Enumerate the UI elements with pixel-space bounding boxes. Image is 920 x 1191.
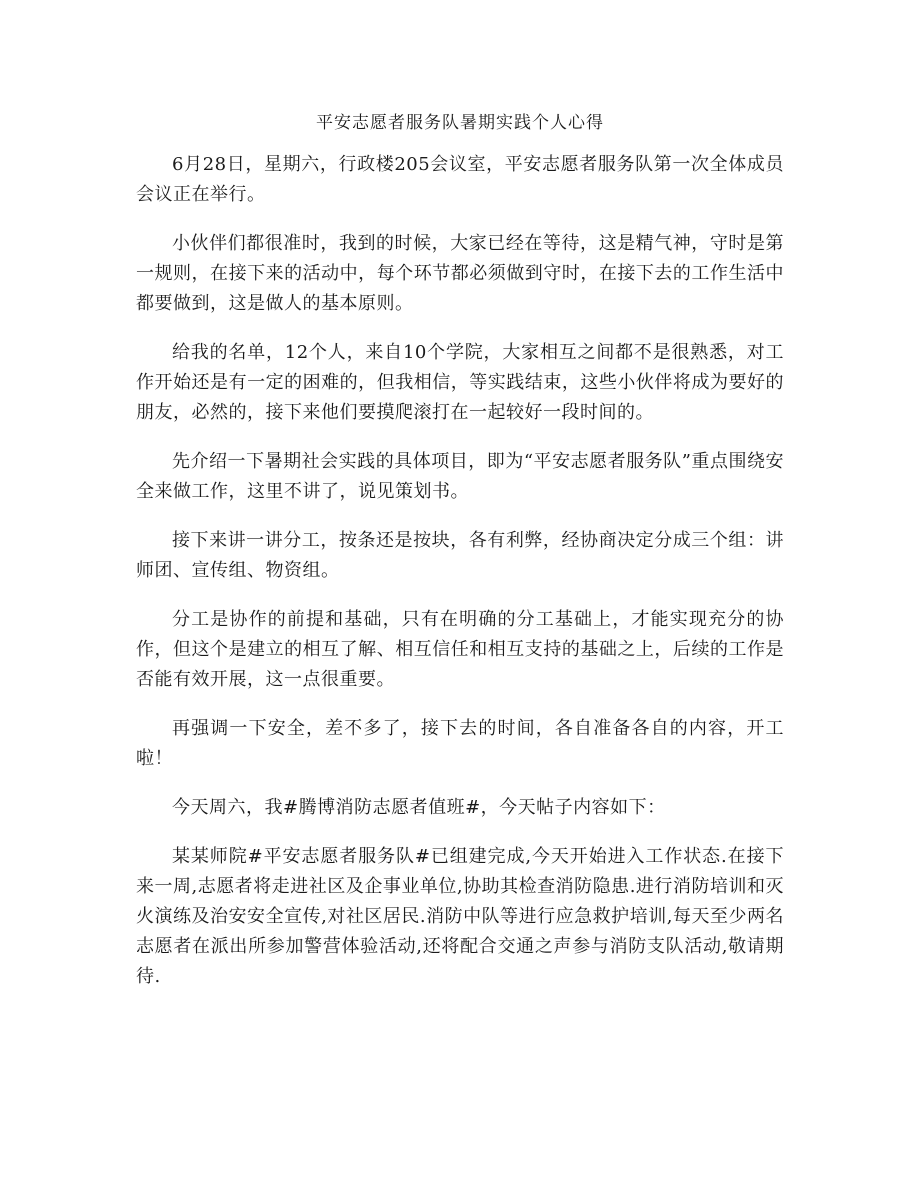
paragraph-meeting-intro: 6月28日，星期六，行政楼205会议室，平安志愿者服务队第一次全体成员会议正在举行。 [136, 154, 784, 205]
paragraph-project-intro: 先介绍一下暑期社会实践的具体项目，即为“平安志愿者服务队”重点围绕安全来做工作，这里不讲了，说见策划书。 [136, 451, 784, 502]
paragraph-team-list: 给我的名单，12个人，来自10个学院，大家相互之间都不是很熟悉，对工作开始还是有一定的困难的，但我相信，等实践结束，这些小伙伴将成为要好的朋友，必然的，接下来他们要摸爬滚打在一起较好一段时间的。 [136, 342, 784, 423]
paragraph-division-of-work: 接下来讲一讲分工，按条还是按块，各有利弊，经协商决定分成三个组：讲师团、宣传组、物资组。 [136, 530, 784, 581]
document-title: 平安志愿者服务队暑期实践个人心得 [316, 113, 604, 133]
paragraph-duty-post: 今天周六，我#腾博消防志愿者值班#，今天帖子内容如下： [172, 797, 666, 818]
document-body [136, 150, 784, 1011]
paragraph-punctuality: 小伙伴们都很准时，我到的时候，大家已经在等待，这是精气神，守时是第一规则，在接下来的活动中，每个环节都必须做到守时，在接下去的工作生活中都要做到，这是做人的基本原则。 [136, 233, 784, 314]
paragraph-safety: 再强调一下安全，差不多了，接下去的时间，各自准备各自的内容，开工啦！ [136, 718, 784, 769]
paragraph-post-content: 某某师院#平安志愿者服务队#已组建完成,今天开始进入工作状态.在接下来一周,志愿者将走进社区及企事业单位,协助其检查消防隐患.进行消防培训和灭火演练及治安安全宣传,对社区居民.消防中队等进行应急救护培训,每天至少两名志愿者在派出所参加警营体验活动,还将配合交通之声参与消防支队活动,敬请期待. [136, 846, 784, 987]
paragraph-cooperation: 分工是协作的前提和基础，只有在明确的分工基础上，才能实现充分的协作，但这个是建立的相互了解、相互信任和相互支持的基础之上，后续的工作是否能有效开展，这一点很重要。 [136, 609, 784, 690]
